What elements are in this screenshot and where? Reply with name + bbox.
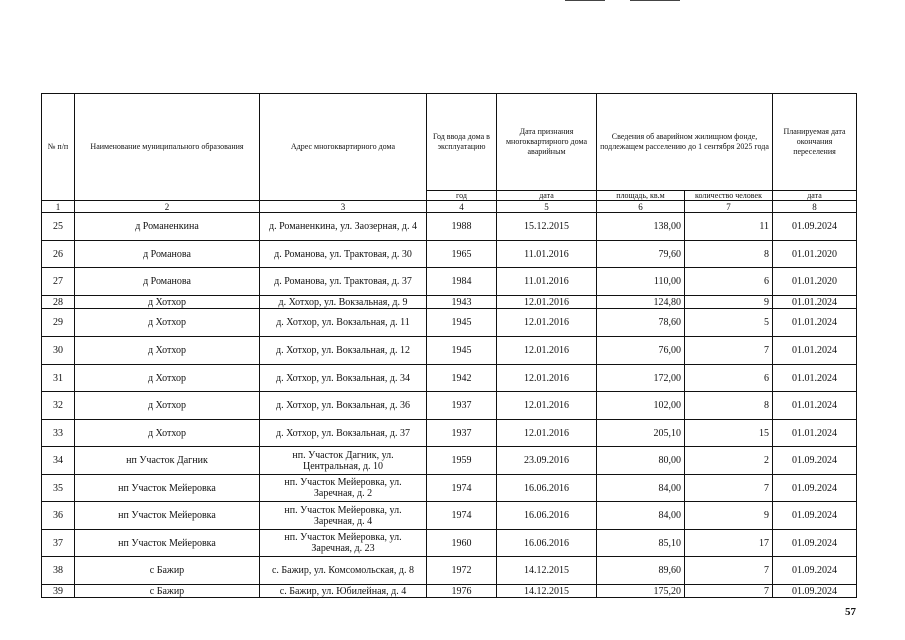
row-number: 25 [42,213,75,241]
planned-date-cell: 01.09.2024 [773,530,857,557]
table-row [42,213,857,241]
year-cell: 1984 [427,268,497,296]
column-number: 6 [597,201,685,213]
date-recognized-cell: 14.12.2015 [497,585,597,598]
column-number: 2 [75,201,260,213]
municipality-cell: нп Участок Мейеровка [75,475,260,502]
table-row [42,557,857,585]
area-cell: 84,00 [597,475,685,502]
table-row [42,268,857,296]
column-number: 3 [260,201,427,213]
table-row [42,502,857,530]
people-count-cell: 6 [685,268,773,296]
scan-artifact [565,0,605,1]
address-cell: нп. Участок Дагник, ул. Центральная, д. 10 [260,447,427,475]
people-count-cell: 9 [685,296,773,309]
area-cell: 80,00 [597,447,685,475]
date-recognized-cell: 15.12.2015 [497,213,597,241]
address-cell: д. Хотхор, ул. Вокзальная, д. 11 [260,309,427,337]
area-cell: 110,00 [597,268,685,296]
municipality-cell: д Хотхор [75,365,260,392]
people-count-cell: 7 [685,475,773,502]
year-cell: 1976 [427,585,497,598]
page-number: 57 [845,606,856,618]
municipality-cell: д Романенкина [75,213,260,241]
people-count-cell: 7 [685,337,773,365]
table-row [42,585,857,598]
planned-date-cell: 01.01.2020 [773,241,857,268]
municipality-cell: д Хотхор [75,337,260,365]
table-row [42,337,857,365]
year-cell: 1942 [427,365,497,392]
municipality-cell: д Хотхор [75,392,260,420]
unit-date: дата [497,191,597,201]
planned-date-cell: 01.01.2024 [773,309,857,337]
people-count-cell: 9 [685,502,773,530]
scan-artifact [630,0,680,1]
row-number: 35 [42,475,75,502]
table-row [42,447,857,475]
planned-date-cell: 01.09.2024 [773,557,857,585]
year-cell: 1945 [427,309,497,337]
table-row [42,475,857,502]
row-number: 39 [42,585,75,598]
table-row [42,530,857,557]
row-number: 36 [42,502,75,530]
area-cell: 205,10 [597,420,685,447]
people-count-cell: 15 [685,420,773,447]
date-recognized-cell: 11.01.2016 [497,241,597,268]
row-number: 32 [42,392,75,420]
year-cell: 1974 [427,502,497,530]
unit-people: количество человек [685,191,773,201]
planned-date-cell: 01.09.2024 [773,475,857,502]
unit-area: площадь, кв.м [597,191,685,201]
planned-date-cell: 01.01.2024 [773,337,857,365]
address-cell: д. Хотхор, ул. Вокзальная, д. 12 [260,337,427,365]
header-col-municipality: Наименование муниципального образования [75,94,260,201]
table-body [42,94,857,598]
date-recognized-cell: 12.01.2016 [497,337,597,365]
municipality-cell: нп Участок Дагник [75,447,260,475]
header-col-planned-date: Планируемая дата окончания переселения [773,94,857,191]
municipality-cell: д Хотхор [75,420,260,447]
address-cell: д. Хотхор, ул. Вокзальная, д. 34 [260,365,427,392]
date-recognized-cell: 12.01.2016 [497,296,597,309]
table-row [42,365,857,392]
date-recognized-cell: 16.06.2016 [497,502,597,530]
address-cell: д. Хотхор, ул. Вокзальная, д. 37 [260,420,427,447]
address-cell: д. Хотхор, ул. Вокзальная, д. 9 [260,296,427,309]
row-number: 27 [42,268,75,296]
header-col-number: № п/п [42,94,75,201]
area-cell: 124,80 [597,296,685,309]
municipality-cell: д Романова [75,241,260,268]
column-number: 1 [42,201,75,213]
year-cell: 1974 [427,475,497,502]
area-cell: 79,60 [597,241,685,268]
table-row [42,309,857,337]
area-cell: 138,00 [597,213,685,241]
address-cell: нп. Участок Мейеровка, ул. Заречная, д. 2 [260,475,427,502]
header-col-year: Год ввода дома в эксплуатацию [427,94,497,191]
row-number: 31 [42,365,75,392]
emergency-housing-table [41,93,857,598]
table-row [42,296,857,309]
table-row [42,420,857,447]
column-number: 4 [427,201,497,213]
date-recognized-cell: 11.01.2016 [497,268,597,296]
header-row [42,94,857,191]
municipality-cell: с Бажир [75,557,260,585]
address-cell: д. Романова, ул. Трактовая, д. 37 [260,268,427,296]
municipality-cell: с Бажир [75,585,260,598]
date-recognized-cell: 23.09.2016 [497,447,597,475]
table-row [42,241,857,268]
municipality-cell: д Хотхор [75,309,260,337]
address-cell: д. Романенкина, ул. Заозерная, д. 4 [260,213,427,241]
people-count-cell: 8 [685,241,773,268]
year-cell: 1937 [427,392,497,420]
address-cell: нп. Участок Мейеровка, ул. Заречная, д. 4 [260,502,427,530]
people-count-cell: 8 [685,392,773,420]
area-cell: 102,00 [597,392,685,420]
row-number: 28 [42,296,75,309]
date-recognized-cell: 12.01.2016 [497,392,597,420]
column-number: 7 [685,201,773,213]
table-row [42,392,857,420]
address-cell: д. Хотхор, ул. Вокзальная, д. 36 [260,392,427,420]
area-cell: 78,60 [597,309,685,337]
municipality-cell: д Хотхор [75,296,260,309]
date-recognized-cell: 12.01.2016 [497,365,597,392]
header-col-address: Адрес многоквартирного дома [260,94,427,201]
people-count-cell: 11 [685,213,773,241]
date-recognized-cell: 14.12.2015 [497,557,597,585]
planned-date-cell: 01.09.2024 [773,585,857,598]
column-number: 5 [497,201,597,213]
row-number: 37 [42,530,75,557]
unit-year: год [427,191,497,201]
row-number: 33 [42,420,75,447]
address-cell: с. Бажир, ул. Комсомольская, д. 8 [260,557,427,585]
municipality-cell: д Романова [75,268,260,296]
year-cell: 1960 [427,530,497,557]
area-cell: 85,10 [597,530,685,557]
column-number-row [42,201,857,213]
area-cell: 76,00 [597,337,685,365]
year-cell: 1943 [427,296,497,309]
year-cell: 1959 [427,447,497,475]
people-count-cell: 2 [685,447,773,475]
area-cell: 89,60 [597,557,685,585]
row-number: 38 [42,557,75,585]
people-count-cell: 5 [685,309,773,337]
planned-date-cell: 01.01.2020 [773,268,857,296]
people-count-cell: 7 [685,557,773,585]
row-number: 29 [42,309,75,337]
people-count-cell: 6 [685,365,773,392]
area-cell: 175,20 [597,585,685,598]
date-recognized-cell: 16.06.2016 [497,475,597,502]
address-cell: д. Романова, ул. Трактовая, д. 30 [260,241,427,268]
planned-date-cell: 01.01.2024 [773,420,857,447]
header-col-housing-info: Сведения об аварийном жилищном фонде, подлежащем расселению до 1 сентября 2025 года [597,94,773,191]
area-cell: 84,00 [597,502,685,530]
year-cell: 1965 [427,241,497,268]
people-count-cell: 17 [685,530,773,557]
year-cell: 1937 [427,420,497,447]
row-number: 26 [42,241,75,268]
date-recognized-cell: 12.01.2016 [497,420,597,447]
year-cell: 1972 [427,557,497,585]
unit-plan-date: дата [773,191,857,201]
planned-date-cell: 01.09.2024 [773,447,857,475]
address-cell: с. Бажир, ул. Юбилейная, д. 4 [260,585,427,598]
area-cell: 172,00 [597,365,685,392]
municipality-cell: нп Участок Мейеровка [75,502,260,530]
row-number: 30 [42,337,75,365]
address-cell: нп. Участок Мейеровка, ул. Заречная, д. 23 [260,530,427,557]
row-number: 34 [42,447,75,475]
municipality-cell: нп Участок Мейеровка [75,530,260,557]
year-cell: 1988 [427,213,497,241]
planned-date-cell: 01.09.2024 [773,502,857,530]
planned-date-cell: 01.01.2024 [773,365,857,392]
planned-date-cell: 01.09.2024 [773,213,857,241]
column-number: 8 [773,201,857,213]
year-cell: 1945 [427,337,497,365]
planned-date-cell: 01.01.2024 [773,392,857,420]
planned-date-cell: 01.01.2024 [773,296,857,309]
header-col-date-recognized: Дата признания многоквартирного дома аварийным [497,94,597,191]
date-recognized-cell: 16.06.2016 [497,530,597,557]
date-recognized-cell: 12.01.2016 [497,309,597,337]
people-count-cell: 7 [685,585,773,598]
